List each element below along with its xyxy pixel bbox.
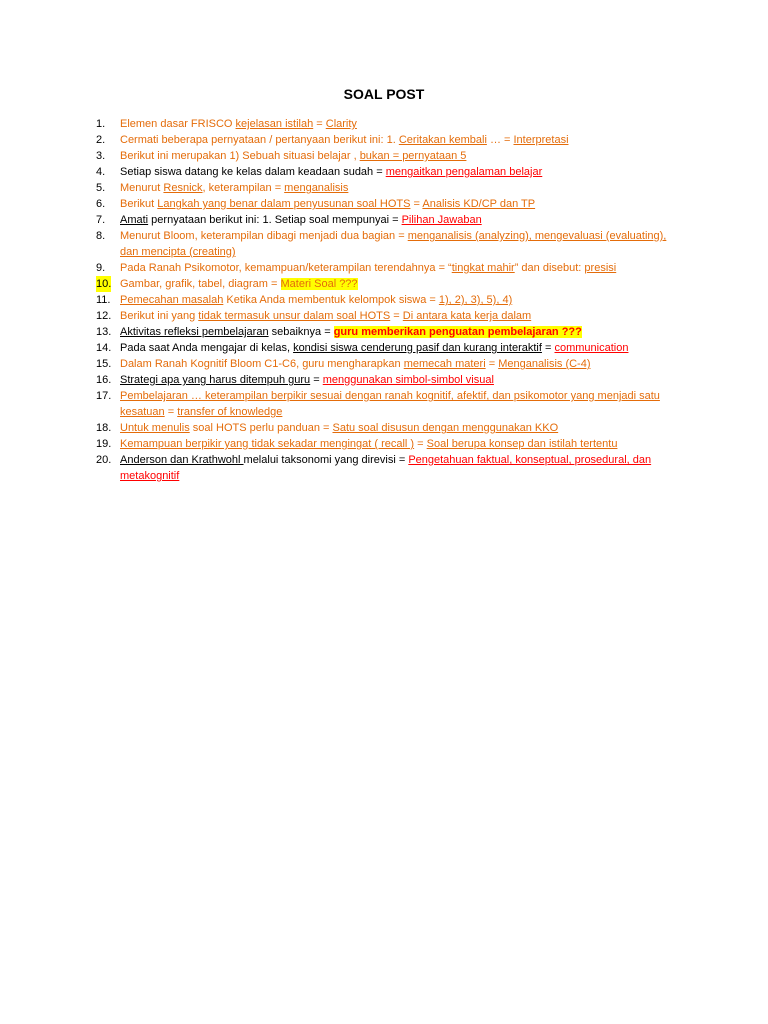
list-item-text: Gambar, grafik, tabel, diagram = xyxy=(120,278,281,290)
list-item-number: 6. xyxy=(96,198,106,210)
question-list xyxy=(96,116,680,484)
list-item xyxy=(96,212,680,228)
list-item-text: Anderson dan Krathwohl xyxy=(120,454,244,466)
list-item xyxy=(96,452,680,484)
list-item-number: 1. xyxy=(96,118,106,130)
list-item-text: Interpretasi xyxy=(513,134,569,146)
list-item-text: 1), 2), 3), 5), 4) xyxy=(438,294,513,306)
list-item-text: Berikut ini yang xyxy=(120,310,199,322)
list-item-text: ??? xyxy=(558,326,582,338)
list-item-text: Menurut Bloom, keterampilan dibagi menjadi dua bagian = xyxy=(120,230,408,242)
list-item-number: 12. xyxy=(96,310,112,322)
list-item-text: soal HOTS perlu panduan = xyxy=(189,422,333,434)
list-item-text: Pada Ranah Psikomotor, kemampuan/keterampilan terendahnya = “ xyxy=(120,262,452,274)
list-item-text: = xyxy=(310,374,323,386)
list-item-number: 4. xyxy=(96,166,106,178)
list-item-text: Pada saat Anda mengajar di kelas, xyxy=(120,342,294,354)
list-item-number: 9. xyxy=(96,262,106,274)
list-item-text: Clarity xyxy=(325,118,357,130)
list-item-text: = xyxy=(485,358,499,370)
list-item-text: = xyxy=(313,118,326,130)
list-item-text: ” dan disebut: xyxy=(514,262,585,274)
list-item-text: Materi Soal ??? xyxy=(280,278,358,290)
list-item-text: Pilihan Jawaban xyxy=(401,214,482,226)
list-item-text: = xyxy=(164,406,178,418)
list-item-text: Pemecahan masalah xyxy=(120,294,224,306)
list-item-number: 11. xyxy=(96,294,111,306)
list-item-number: 14. xyxy=(96,342,112,354)
list-item-number: 8. xyxy=(96,230,106,242)
page-title: SOAL POST xyxy=(343,86,425,102)
list-item xyxy=(96,180,680,196)
list-item-text: Berikut xyxy=(120,198,158,210)
list-item-number: 17. xyxy=(96,390,112,402)
list-item-number: 7. xyxy=(96,214,106,226)
list-item-text: menggunakan simbol-simbol visual xyxy=(322,374,494,386)
list-item-number: 10. xyxy=(96,278,112,290)
list-item-text: presisi xyxy=(584,262,617,274)
list-item-number: 2. xyxy=(96,134,106,146)
list-item-number: 20. xyxy=(96,454,112,466)
list-item-text: memecah materi xyxy=(403,358,486,370)
list-item xyxy=(96,388,680,420)
list-item xyxy=(96,292,680,308)
list-item xyxy=(96,164,680,180)
list-item-number: 13. xyxy=(96,326,112,338)
list-item-text: Soal berupa konsep dan istilah tertentu xyxy=(426,438,618,450)
list-item xyxy=(96,308,680,324)
list-item-text: Langkah yang benar dalam penyusunan soal HOTS xyxy=(157,198,411,210)
list-item xyxy=(96,228,680,260)
list-item-text: tidak termasuk unsur dalam soal HOTS xyxy=(198,310,391,322)
list-item xyxy=(96,372,680,388)
list-item-text: menganalisis (analyzing), mengevaluasi (evaluating), dan mencipta (creating) xyxy=(120,230,667,258)
list-item-text: kondisi siswa cenderung pasif dan kurang interaktif xyxy=(293,342,542,354)
list-item xyxy=(96,260,680,276)
list-item-text: transfer of knowledge xyxy=(177,406,283,418)
list-item-text: Setiap siswa datang ke kelas dalam keadaan sudah = xyxy=(120,166,386,178)
list-item-text: mengaitkan pengalaman belajar xyxy=(385,166,543,178)
list-item xyxy=(96,132,680,148)
list-item xyxy=(96,340,680,356)
list-item-text: sebaiknya = xyxy=(268,326,334,338)
list-item-text: = xyxy=(410,198,423,210)
list-item-text: Strategi apa yang harus ditempuh guru xyxy=(120,374,311,386)
list-item-text: , keterampilan = xyxy=(202,182,285,194)
list-item xyxy=(96,436,680,452)
list-item-text: … = xyxy=(486,134,514,146)
list-item-text: = xyxy=(414,438,427,450)
list-item-text: Resnick xyxy=(163,182,203,194)
list-item-number: 3. xyxy=(96,150,106,162)
list-item-text: Menganalisis (C-4) xyxy=(498,358,591,370)
list-item-text: tingkat mahir xyxy=(451,262,515,274)
list-item xyxy=(96,420,680,436)
list-item-number: 19. xyxy=(96,438,112,450)
list-item-number: 5. xyxy=(96,182,106,194)
list-item-text: Analisis KD/CP dan TP xyxy=(422,198,536,210)
list-item xyxy=(96,356,680,372)
list-item-text: Amati xyxy=(120,214,149,226)
list-item-text: Elemen dasar FRISCO xyxy=(120,118,236,130)
list-item-text: kejelasan istilah xyxy=(235,118,314,130)
list-item-text: Ketika Anda membentuk kelompok siswa = xyxy=(223,294,439,306)
list-item-text: Menurut xyxy=(120,182,164,194)
list-item-text: Satu soal disusun dengan menggunakan KKO xyxy=(332,422,559,434)
list-item xyxy=(96,116,680,132)
list-item xyxy=(96,324,680,340)
list-item-text: communication xyxy=(554,342,629,354)
list-item-text: menganalisis xyxy=(284,182,349,194)
list-item-text: guru memberikan penguatan pembelajaran xyxy=(333,326,559,338)
list-item-text: Kemampuan berpikir yang tidak sekadar mengingat ( recall ) xyxy=(120,438,415,450)
list-item-text: = xyxy=(390,310,403,322)
list-item-text: Cermati beberapa pernyataan / pertanyaan berikut ini: 1. xyxy=(120,134,399,146)
list-item-text: Pembelajaran … keterampilan berpikir sesuai dengan ranah kognitif, afektif, dan psikomotor yang menjadi satu kesatuan xyxy=(120,390,660,418)
list-item-text: Pengetahuan faktual, konseptual, prosedural, dan metakognitif xyxy=(120,454,652,482)
list-item xyxy=(96,276,680,292)
list-item-number: 15. xyxy=(96,358,112,370)
list-item-text: bukan = pernyataan 5 xyxy=(359,150,467,162)
list-item-text: Ceritakan kembali xyxy=(398,134,487,146)
list-item-text: Dalam Ranah Kognitif Bloom C1-C6, guru mengharapkan xyxy=(120,358,404,370)
list-item-text: Di antara kata kerja dalam xyxy=(402,310,532,322)
list-item-text: Untuk menulis xyxy=(120,422,190,434)
list-item-text: Aktivitas refleksi pembelajaran xyxy=(120,326,269,338)
list-item-text: pernyataan berikut ini: 1. Setiap soal mempunyai = xyxy=(148,214,402,226)
list-item-number: 16. xyxy=(96,374,112,386)
list-item-number: 18. xyxy=(96,422,112,434)
list-item-text: Berikut ini merupakan 1) Sebuah situasi belajar , xyxy=(120,150,360,162)
list-item-text: melalui taksonomi yang direvisi = xyxy=(243,454,409,466)
list-item xyxy=(96,148,680,164)
list-item-text: = xyxy=(541,342,555,354)
list-item xyxy=(96,196,680,212)
